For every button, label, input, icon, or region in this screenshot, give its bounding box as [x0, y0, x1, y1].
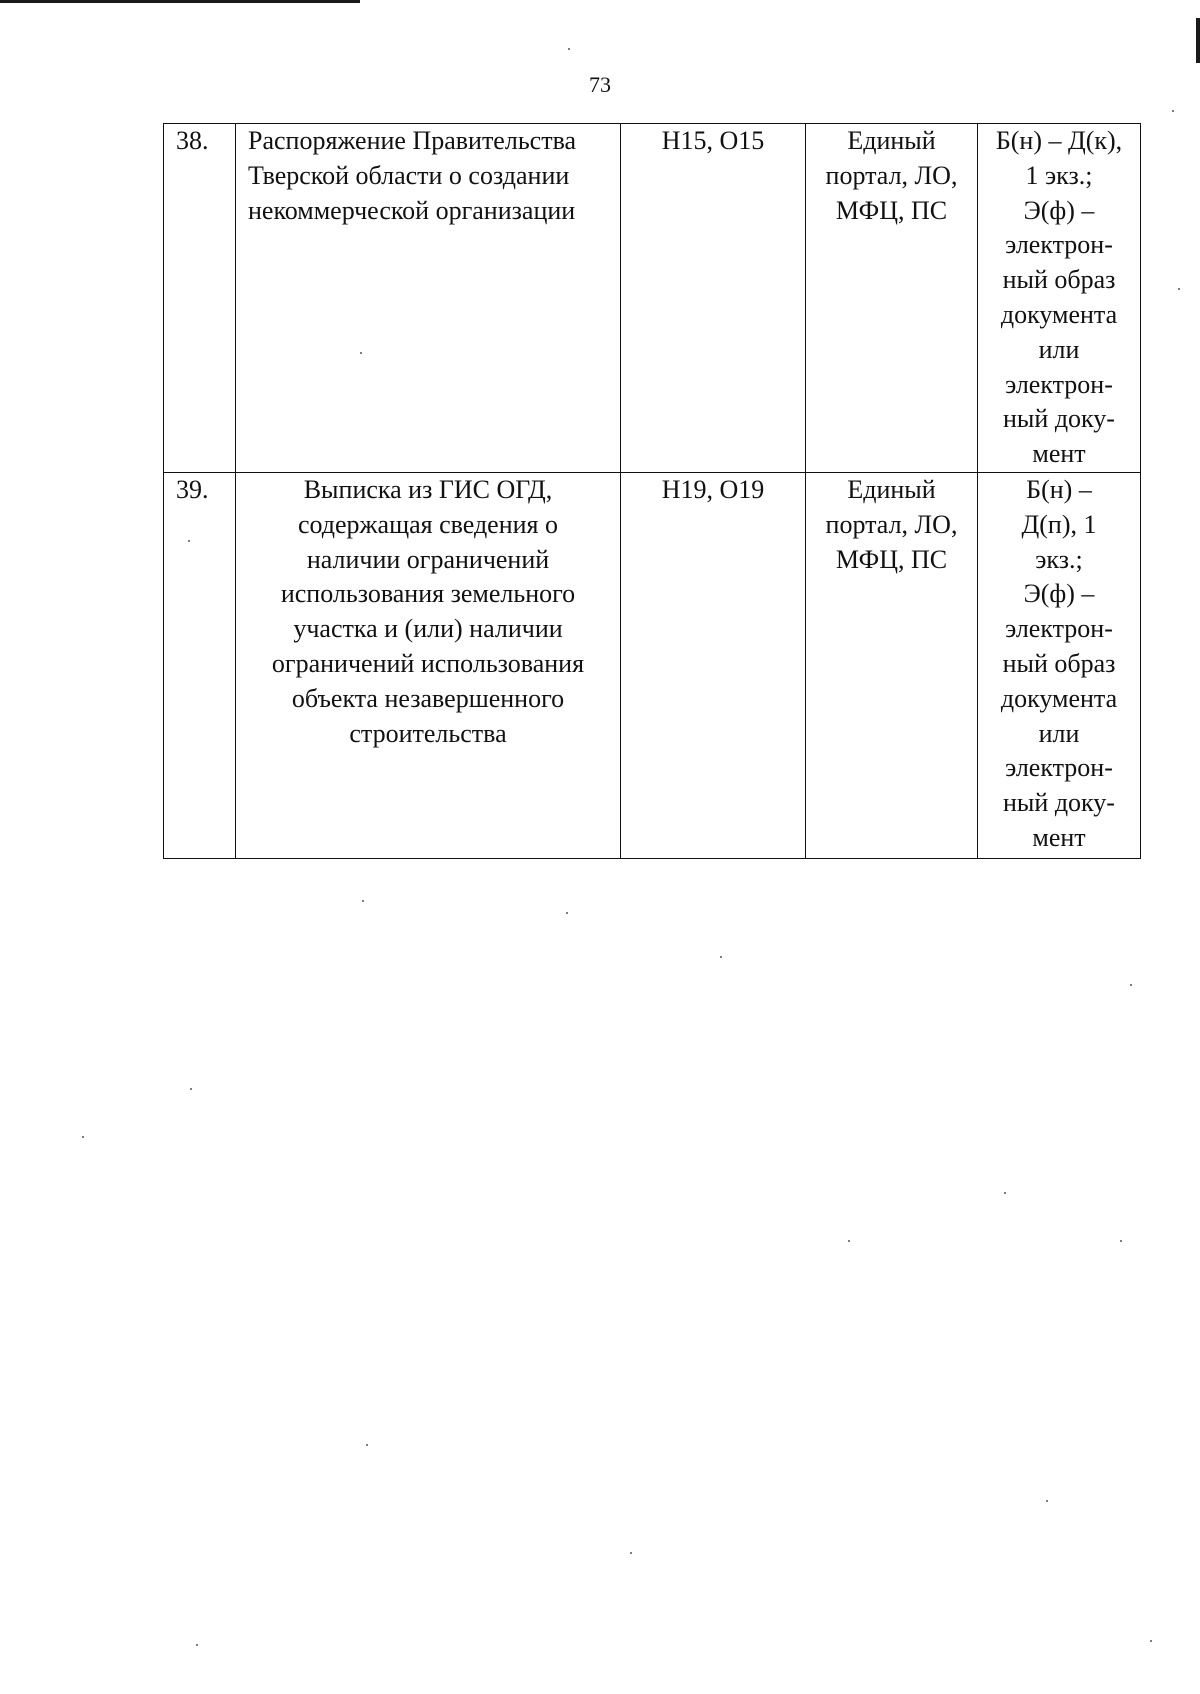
scan-speck	[568, 48, 570, 50]
text-line: МФЦ, ПС	[835, 195, 948, 225]
text-line: Тверской области о создании	[248, 160, 570, 190]
scan-speck	[188, 540, 190, 542]
scan-speck	[566, 912, 568, 914]
text-line: документа	[1000, 683, 1118, 713]
scan-speck	[190, 1088, 192, 1090]
table-row	[164, 473, 1141, 859]
text-line: участка и (или) наличии	[293, 614, 563, 644]
scan-speck	[630, 1552, 632, 1554]
text-line: или	[1038, 334, 1080, 364]
text-line: электрон-	[1005, 614, 1113, 644]
scan-speck	[360, 352, 362, 354]
text-line: Выписка из ГИС ОГД,	[303, 475, 553, 504]
scan-speck	[1120, 1240, 1122, 1242]
scan-speck	[1130, 984, 1132, 986]
text-line: Распоряжение Правительства	[248, 126, 577, 155]
text-line: документа	[1000, 299, 1118, 329]
text-line: Э(ф) –	[1023, 579, 1095, 609]
submission-place-cell	[806, 473, 978, 859]
text-line: экз.;	[1035, 544, 1083, 574]
scan-speck	[1046, 1500, 1048, 1502]
scan-speck	[1178, 288, 1180, 290]
text-line: ный образ	[1002, 648, 1116, 678]
text-line: электрон-	[1005, 369, 1113, 399]
text-line: электрон-	[1005, 230, 1113, 260]
page-number: 73	[589, 72, 611, 97]
document-table	[163, 123, 1141, 859]
text-line: МФЦ, ПС	[835, 544, 948, 574]
scan-speck	[1172, 110, 1174, 112]
text-line: Б(н) –	[1026, 475, 1092, 504]
text-line: мент	[1032, 439, 1086, 469]
document-form-cell	[978, 473, 1141, 859]
text-line: мент	[1032, 822, 1086, 852]
scan-speck	[848, 1240, 850, 1242]
row-number: 38.	[164, 124, 236, 473]
text-line: ный образ	[1002, 265, 1116, 295]
text-line: некоммерческой организации	[248, 195, 576, 225]
scan-edge-right	[1196, 18, 1200, 63]
table-row	[164, 124, 1141, 473]
text-line: строительства	[349, 718, 507, 748]
submission-place-cell	[806, 124, 978, 473]
row-number: 39.	[164, 473, 236, 859]
text-line: 1 экз.;	[1025, 160, 1093, 190]
text-line: электрон-	[1005, 753, 1113, 783]
scan-speck	[362, 900, 364, 902]
text-line: Единый	[847, 475, 936, 504]
text-line: Д(п), 1	[1021, 509, 1097, 539]
scan-speck	[196, 1644, 198, 1646]
text-line: использования земельного	[280, 579, 576, 609]
text-line: ограничений использования	[271, 648, 585, 678]
text-line: портал, ЛО,	[825, 509, 958, 539]
codes-cell: Н19, О19	[621, 473, 806, 859]
document-name-cell	[236, 124, 621, 473]
text-line: наличии ограничений	[306, 544, 550, 574]
document-name-cell	[236, 473, 621, 859]
scan-speck	[366, 1444, 368, 1446]
text-line: или	[1038, 718, 1080, 748]
scan-speck	[1004, 1192, 1006, 1194]
scan-edge-top	[0, 0, 360, 3]
text-line: Б(н) – Д(к),	[995, 126, 1123, 155]
text-line: содержащая сведения о	[298, 509, 558, 539]
text-line: ный доку-	[1003, 404, 1115, 434]
text-line: объекта незавершенного	[291, 683, 565, 713]
text-line: ный доку-	[1003, 788, 1115, 818]
scan-speck	[82, 1136, 84, 1138]
scan-speck	[720, 956, 722, 958]
codes-cell: Н15, О15	[621, 124, 806, 473]
text-line: Э(ф) –	[1023, 195, 1095, 225]
document-form-cell	[978, 124, 1141, 473]
text-line: Единый	[847, 126, 936, 155]
text-line: портал, ЛО,	[825, 160, 958, 190]
scan-speck	[1150, 1640, 1152, 1642]
